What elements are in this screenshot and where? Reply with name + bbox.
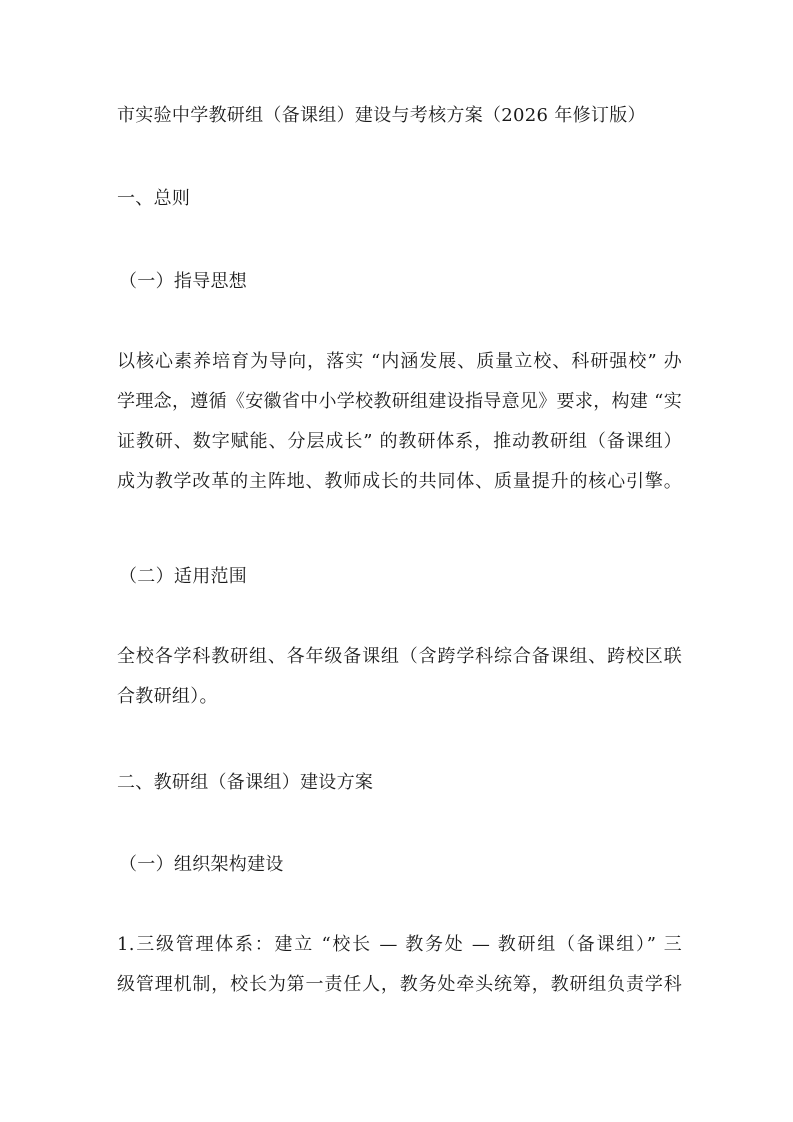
paragraph-line: 成为教学改革的主阵地、教师成长的共同体、质量提升的核心引擎。 (117, 471, 682, 492)
paragraph-line: 全校各学科教研组、各年级备课组（含跨学科综合备课组、跨校区联 (117, 646, 682, 667)
document-title: 市实验中学教研组（备课组）建设与考核方案（2026 年修订版） (117, 105, 646, 126)
paragraph-line: 级管理机制，校长为第一责任人，教务处牵头统筹，教研组负责学科 (117, 974, 682, 995)
paragraph-management-system (117, 925, 682, 1005)
paragraph-guiding-ideology (117, 342, 682, 502)
subsection-heading-scope: （二）适用范围 (119, 566, 248, 587)
subsection-heading-guiding-ideology: （一）指导思想 (119, 271, 248, 292)
paragraph-line: 1.三级管理体系：建立 “校长 — 教务处 — 教研组（备课组）” 三 (117, 934, 682, 955)
paragraph-line: 学理念，遵循《安徽省中小学校教研组建设指导意见》要求，构建 “实 (117, 391, 682, 412)
paragraph-line: 合教研组）。 (117, 686, 218, 707)
section-heading-construction-plan: 二、教研组（备课组）建设方案 (117, 772, 374, 793)
paragraph-scope (117, 637, 682, 717)
paragraph-line: 以核心素养培育为导向，落实 “内涵发展、质量立校、科研强校” 办 (117, 351, 682, 372)
paragraph-line: 证教研、数字赋能、分层成长” 的教研体系，推动教研组（备课组） (117, 431, 682, 452)
section-heading-general-principles: 一、总则 (117, 188, 191, 209)
subsection-heading-organization: （一）组织架构建设 (119, 854, 284, 875)
